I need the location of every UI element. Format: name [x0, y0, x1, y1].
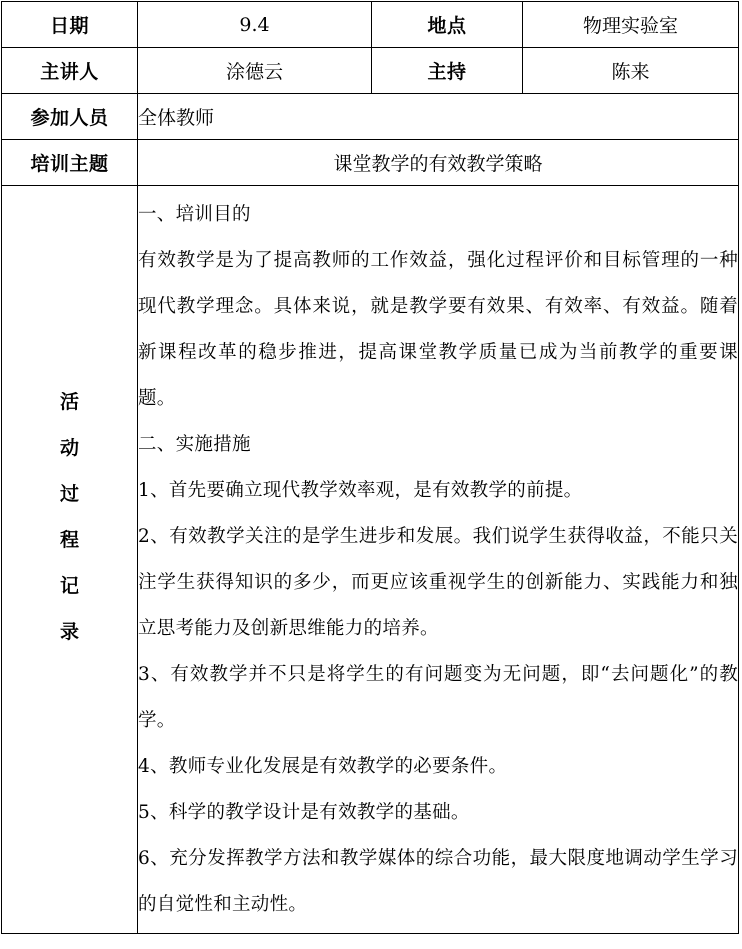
row-topic	[2, 140, 739, 186]
measure-item-2: 2、有效教学关注的是学生进步和发展。我们说学生获得收益，不能只关注学生获得知识的多少，而更应该重视学生的创新能力、实践能力和独立思考能力及创新思维能力的培养。	[138, 525, 738, 639]
row-lecturer-host	[2, 48, 739, 94]
activity-label-char: 过	[59, 482, 79, 505]
lecturer-label: 主讲人	[2, 48, 138, 94]
location-label: 地点	[372, 2, 523, 48]
topic-value: 课堂教学的有效教学策略	[138, 140, 739, 186]
measure-item-6: 6、充分发挥教学方法和教学媒体的综合功能，最大限度地调动学生学习的自觉性和主动性。	[138, 847, 738, 915]
section-purpose-text: 有效教学是为了提高教师的工作效益，强化过程评价和目标管理的一种现代教学理念。具体来说，就是教学要有效果、有效率、有效益。随着新课程改革的稳步推进，提高课堂教学质量已成为当前教学的重要课题。	[138, 249, 738, 409]
section-purpose-title: 一、培训目的	[138, 203, 251, 225]
activity-label-char: 记	[59, 574, 79, 597]
section-measures-title: 二、实施措施	[138, 433, 251, 455]
host-value: 陈来	[523, 48, 739, 94]
activity-label-char: 活	[59, 390, 79, 413]
row-date-location	[2, 2, 739, 48]
measure-item-3: 3、有效教学并不只是将学生的有问题变为无问题，即“去问题化”的教学。	[138, 663, 738, 731]
date-label: 日期	[2, 2, 138, 48]
date-value: 9.4	[138, 2, 372, 48]
activity-record-label	[2, 186, 138, 934]
lecturer-value: 涂德云	[138, 48, 372, 94]
activity-record-content	[138, 186, 739, 934]
host-label: 主持	[372, 48, 523, 94]
row-participants	[2, 94, 739, 140]
row-activity-record	[2, 186, 739, 934]
training-record-table	[1, 1, 739, 934]
activity-label-stack	[2, 379, 137, 655]
participants-value: 全体教师	[138, 94, 739, 140]
measure-item-1: 1、首先要确立现代教学效率观，是有效教学的前提。	[138, 479, 583, 501]
measure-item-4: 4、教师专业化发展是有效教学的必要条件。	[138, 755, 508, 777]
activity-label-char: 录	[59, 620, 79, 643]
activity-label-char: 动	[59, 436, 79, 459]
topic-label: 培训主题	[2, 140, 138, 186]
measure-item-5: 5、科学的教学设计是有效教学的基础。	[138, 801, 470, 823]
participants-label: 参加人员	[2, 94, 138, 140]
location-value: 物理实验室	[523, 2, 739, 48]
activity-label-char: 程	[59, 528, 79, 551]
